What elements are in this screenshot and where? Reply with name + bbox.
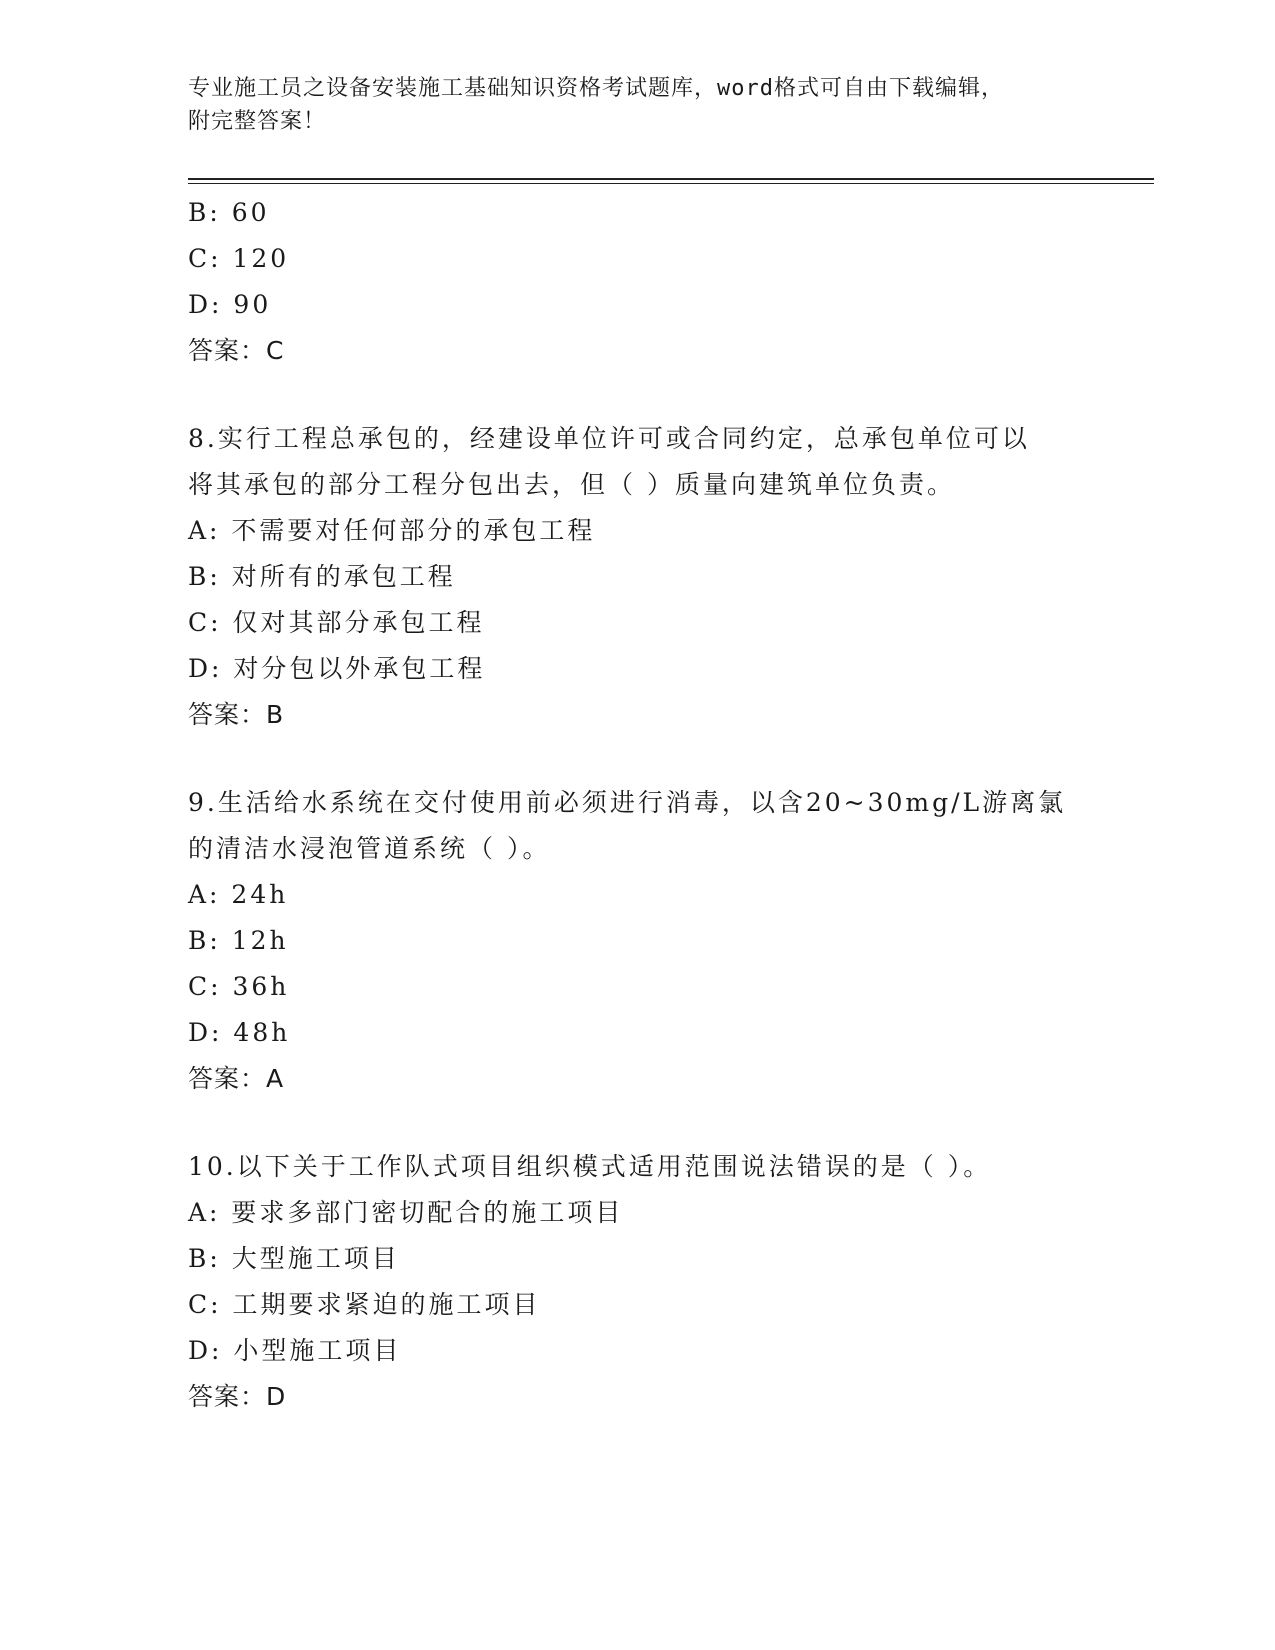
question-stem (188, 416, 1088, 508)
page-header (188, 72, 1088, 138)
option-b: B: 12h (188, 926, 289, 955)
question-stem-line: 将其承包的部分工程分包出去，但（ ）质量向建筑单位负责。 (188, 470, 955, 499)
question-stem (188, 1144, 1088, 1190)
option-c: C: 36h (188, 972, 290, 1001)
answer-line: 答案：C (188, 336, 285, 365)
question-block-8 (188, 416, 1088, 738)
answer-line: 答案：A (188, 1064, 285, 1093)
question-block-9 (188, 780, 1088, 1102)
option-c: C: 工期要求紧迫的施工项目 (188, 1290, 541, 1319)
question-stem-line: 10.以下关于工作队式项目组织模式适用范围说法错误的是（ ）。 (188, 1152, 992, 1181)
option-a: A: 要求多部门密切配合的施工项目 (188, 1198, 624, 1227)
header-divider-thick (188, 178, 1154, 180)
option-d: D: 48h (188, 1018, 291, 1047)
header-line-1: 专业施工员之设备安装施工基础知识资格考试题库，word格式可自由下载编辑， (188, 76, 1004, 101)
option-b: B: 60 (188, 198, 270, 227)
question-stem-line: 8.实行工程总承包的，经建设单位许可或合同约定，总承包单位可以 (188, 424, 1030, 453)
option-d: D: 对分包以外承包工程 (188, 654, 486, 683)
option-a: A: 24h (188, 880, 289, 909)
header-divider-thin (188, 183, 1154, 184)
option-c: C: 仅对其部分承包工程 (188, 608, 485, 637)
question-stem-line: 的清洁水浸泡管道系统（ ）。 (188, 834, 551, 863)
header-line-2: 附完整答案！ (188, 109, 327, 134)
question-stem (188, 780, 1088, 872)
option-c: C: 120 (188, 244, 290, 273)
option-b: B: 大型施工项目 (188, 1244, 400, 1273)
option-b: B: 对所有的承包工程 (188, 562, 456, 591)
option-d: D: 90 (188, 290, 272, 319)
option-d: D: 小型施工项目 (188, 1336, 402, 1365)
question-block-10 (188, 1144, 1088, 1420)
answer-line: 答案：D (188, 1382, 287, 1411)
question-stem-line: 9.生活给水系统在交付使用前必须进行消毒，以含20~30mg/L游离氯 (188, 788, 1067, 817)
document-body (188, 190, 1088, 1420)
answer-line: 答案：B (188, 700, 285, 729)
option-a: A: 不需要对任何部分的承包工程 (188, 516, 596, 545)
question-block-7-continued (188, 190, 1088, 374)
